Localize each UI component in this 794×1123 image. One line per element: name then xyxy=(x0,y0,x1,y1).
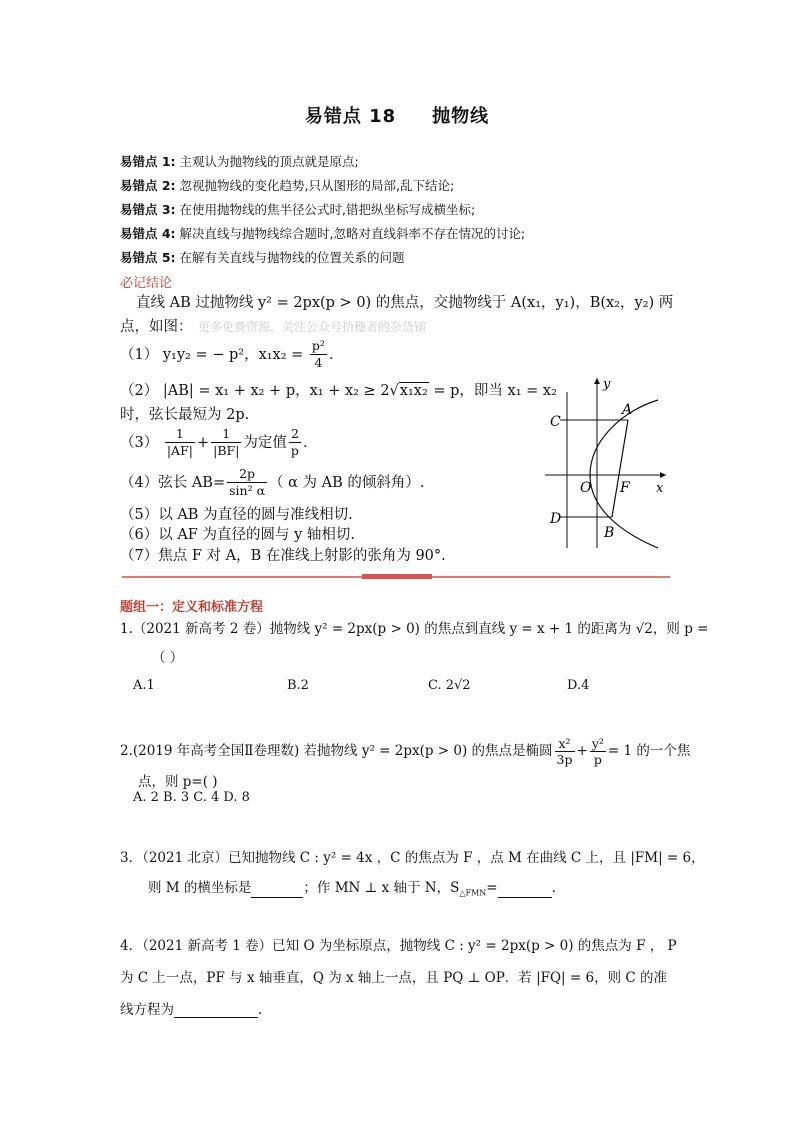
c3-text: 为定值 xyxy=(243,434,287,451)
label-x: x xyxy=(656,481,664,496)
parabola-figure xyxy=(540,372,670,552)
watermark: 更多免费资源，关注公众号拾穗者的杂货铺 xyxy=(198,320,427,334)
label-c: C xyxy=(550,414,561,430)
c3-plus: + xyxy=(196,434,210,451)
c3-end: . xyxy=(302,434,308,451)
q2-text: 2.(2019 年高考全国Ⅱ卷理数) 若抛物线 y² = 2px(p > 0) 的焦点是椭圆 xyxy=(120,743,553,759)
q1-option-c: C. 2√2 xyxy=(428,678,471,693)
error-point-3 xyxy=(120,200,475,218)
remember-heading: 必记结论 xyxy=(120,276,173,291)
label-f: F xyxy=(620,480,630,496)
c3-f2-num: 1 xyxy=(211,426,241,443)
error-text: 在使用抛物线的焦半径公式时,错把纵坐标写成横坐标; xyxy=(179,202,476,217)
conclusion-1: （1） y₁y₂ = − p²，x₁x₂ = $\frac{\text{p²}}{4}$ . xyxy=(120,338,334,371)
label-a: A xyxy=(622,402,633,418)
error-label: 易错点 3: xyxy=(120,202,176,217)
error-label: 易错点 1: xyxy=(120,154,176,169)
q3-blank-2[interactable] xyxy=(498,897,552,898)
q2-tail: = 1 的一个焦 xyxy=(607,743,691,759)
c3-f1-den: |AF| xyxy=(166,443,193,459)
label-y: y xyxy=(603,377,611,392)
question-4-line-3 xyxy=(120,998,262,1018)
intro-line-1: 直线 AB 过抛物线 y² = 2px(p > 0) 的焦点，交抛物线于 A(x₁，y₁)，B(x₂，y₂) 两 xyxy=(136,295,674,311)
c3-f3-den: p xyxy=(290,443,299,459)
label-o: O xyxy=(580,480,592,496)
question-2-stem xyxy=(120,736,690,767)
question-4-line-1: 4．（2021 新高考 1 卷）已知 O 为坐标原点，抛物线 C : y² = 2px(p > 0) 的焦点为 F ， P xyxy=(120,938,677,954)
c4-den: sin² α xyxy=(229,483,266,499)
parabola-curve xyxy=(590,400,658,548)
q4-blank[interactable] xyxy=(174,1017,258,1018)
question-3-line-1: 3．（2021 北京）已知抛物线 C : y² = 4x ，C 的焦点为 F ，点 M 在曲线 C 上，且 |FM| = 6， xyxy=(120,850,705,866)
conclusion-4 xyxy=(120,466,424,500)
q2-plus: + xyxy=(576,743,588,759)
q3-end: . xyxy=(551,880,556,896)
q4-end: . xyxy=(258,1002,263,1018)
conclusion-3 xyxy=(120,426,308,460)
conclusion-2: （2） |AB| = x₁ + x₂ + p，x₁ + x₂ ≥ 2√x₁x₂ = p，即当 x₁ = x₂ xyxy=(120,383,557,399)
error-point-1 xyxy=(120,152,359,170)
error-text: 主观认为抛物线的顶点就是原点; xyxy=(179,154,359,169)
c3-frac-1 xyxy=(165,426,195,460)
error-point-2 xyxy=(120,176,454,194)
error-point-4 xyxy=(120,224,525,242)
c2-text-b: = p，即当 x₁ = x₂ xyxy=(428,383,557,399)
question-2-options: A. 2 B. 3 C. 4 D. 8 xyxy=(133,790,250,805)
q3-text-c: = xyxy=(486,880,498,896)
question-3-line-2 xyxy=(148,876,556,898)
question-2-line-2: 点，则 p=( ) xyxy=(138,774,218,790)
label-d: D xyxy=(550,511,562,527)
q2-f2-num: y² xyxy=(591,736,604,751)
c4-fraction xyxy=(227,466,267,500)
conclusion-2-cont: 时，弦长最短为 2p. xyxy=(120,407,250,423)
error-text: 在解有关直线与抛物线的位置关系的问题 xyxy=(179,250,405,265)
q1-option-d: D.4 xyxy=(567,678,590,693)
q2-frac-2 xyxy=(590,736,606,767)
c1-fraction xyxy=(310,338,327,372)
title-right: 抛物线 xyxy=(432,106,490,127)
chord-ab xyxy=(612,420,628,517)
error-point-5 xyxy=(120,248,405,266)
c1-text: （1） y₁y₂ = − p²，x₁x₂ = xyxy=(120,346,304,363)
question-1-paren: （ ） xyxy=(152,650,184,666)
q2-f1-num: x² xyxy=(555,736,575,752)
conclusion-5: （5）以 AB 为直径的圆与准线相切. xyxy=(120,507,353,523)
c1-den: 4 xyxy=(314,355,323,371)
q3-text-a: 则 M 的横坐标是 xyxy=(148,880,252,896)
q2-f1-den: 3p xyxy=(556,752,573,767)
error-text: 忽视抛物线的变化趋势,只从图形的局部,乱下结论; xyxy=(179,178,455,193)
label-b: B xyxy=(604,525,615,541)
error-label: 易错点 4: xyxy=(120,226,176,241)
error-text: 解决直线与抛物线综合题时,忽略对直线斜率不存在情况的讨论; xyxy=(179,226,526,241)
c3-frac-3 xyxy=(289,426,301,460)
page-title xyxy=(0,102,794,128)
q1-option-a: A.1 xyxy=(133,678,155,693)
c4-text-b: （ α 为 AB 的倾斜角）. xyxy=(269,474,425,491)
q3-text-b: ；作 MN ⊥ x 轴于 N，S xyxy=(303,880,460,896)
conclusion-6: （6）以 AF 为直径的圆与 y 轴相切. xyxy=(120,527,355,543)
q3-blank-1[interactable] xyxy=(251,897,303,898)
intro-line-2: 点，如图： xyxy=(120,319,193,335)
error-label: 易错点 2: xyxy=(120,178,176,193)
c3-f2-den: |BF| xyxy=(213,443,240,459)
c3-f1-num: 1 xyxy=(165,426,195,443)
error-label: 易错点 5: xyxy=(120,250,176,265)
c2-text-a: （2） |AB| = x₁ + x₂ + p，x₁ + x₂ ≥ 2 xyxy=(120,383,390,399)
title-left: 易错点 18 xyxy=(304,106,397,127)
q4-text: 线方程为 xyxy=(120,1002,174,1018)
q2-frac-1 xyxy=(555,736,575,767)
q2-f2-den: p xyxy=(593,752,602,767)
q3-subscript: △FMN xyxy=(459,888,487,898)
question-4-line-2: 为 C 上一点，PF 与 x 轴垂直，Q 为 x 轴上一点，且 PQ ⊥ OP．若 |FQ| = 6，则 C 的准 xyxy=(120,970,667,986)
c4-text-a: （4）弦长 AB= xyxy=(120,474,226,491)
c3-label: （3） xyxy=(120,434,159,451)
section-divider-accent xyxy=(362,574,432,579)
c2-sqrt: x₁x₂ xyxy=(399,383,428,399)
c3-f3-num: 2 xyxy=(289,426,301,443)
question-1-stem: 1.（2021 新高考 2 卷）抛物线 y² = 2px(p > 0) 的焦点到直线 y = x + 1 的距离为 √2，则 p = xyxy=(120,621,709,637)
c4-num: 2p xyxy=(227,466,267,483)
c3-frac-2 xyxy=(211,426,241,460)
c1-num: p² xyxy=(310,338,327,355)
q1-option-b: B.2 xyxy=(287,678,309,693)
conclusion-7: （7）焦点 F 对 A，B 在准线上射影的张角为 90°. xyxy=(120,548,446,564)
group-heading: 题组一：定义和标准方程 xyxy=(120,600,264,615)
